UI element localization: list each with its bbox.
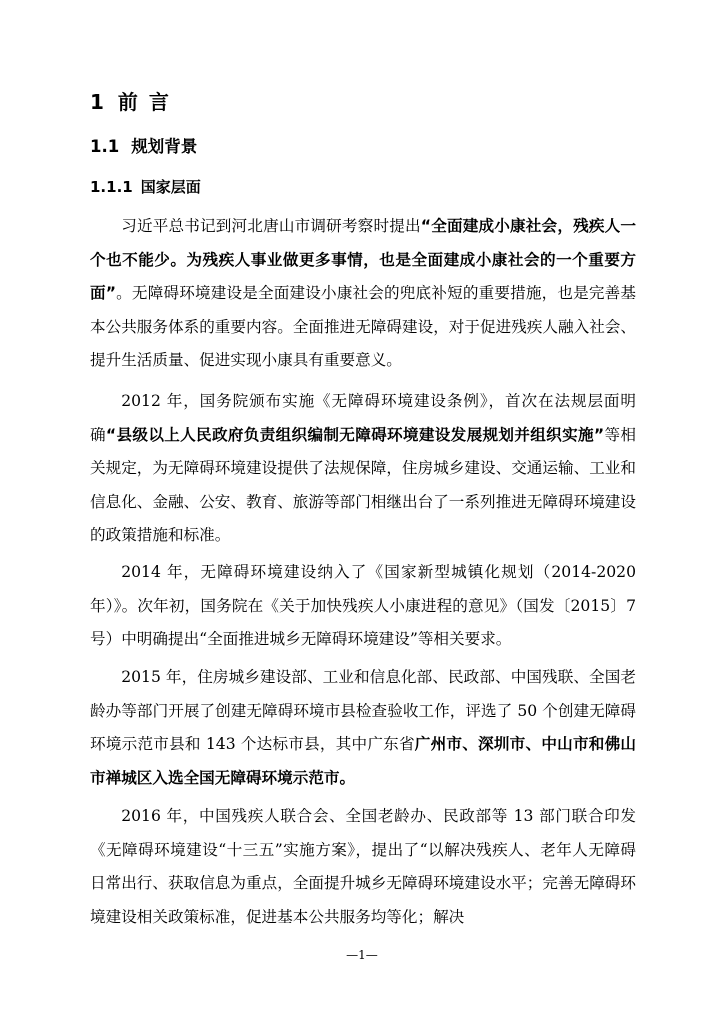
heading-number: 1.1.1 xyxy=(90,178,133,196)
paragraph-xi-remarks xyxy=(90,210,636,378)
heading-number: 1 xyxy=(90,90,106,114)
paragraph-text: 。无障碍环境建设是全面建设小康社会的兜底补短的重要措施，也是完善基本公共服务体系的重要内容。全面推进无障碍建设，对于促进残疾人融入社会、提升生活质量、促进实现小康具有重要意义。 xyxy=(90,284,636,370)
paragraph-text: 等相关规定，为无障碍环境建设提供了法规保障，住房城乡建设、交通运输、工业和信息化、金融、公安、教育、旅游等部门相继出台了一系列推进无障碍环境建设的政策措施和标准。 xyxy=(90,425,636,545)
page-number: —1— xyxy=(346,948,378,962)
paragraph-bold-quote: “县级以上人民政府负责组织编制无障碍环境建设发展规划并组织实施” xyxy=(105,425,605,444)
paragraph-bold-cities: 广州市、深圳市、中山市和佛山市禅城区入选全国无障碍环境示范市。 xyxy=(90,735,636,787)
paragraph-text: 习近平总书记到河北唐山市调研考察时提出 xyxy=(121,217,421,235)
paragraph-2015 xyxy=(90,661,636,795)
paragraph-2014 xyxy=(90,556,636,657)
paragraph-bold-quote: “全面建成小康社会，残疾人一个也不能少。为残疾人事业做更多事情，也是全面建成小康社会的一个重要方面” xyxy=(90,217,636,303)
heading-level3 xyxy=(90,176,201,197)
paragraph-text: 2015 年，住房城乡建设部、工业和信息化部、民政部、中国残联、全国老龄办等部门开展了创建无障碍环境市县检查验收工作，评选了 50 个创建无障碍环境示范市县和 143 个达标市县，其中广东省 xyxy=(90,668,636,754)
paragraph-text: 2012 年，国务院颁布实施《无障碍环境建设条例》，首次在法规层面明确 xyxy=(90,392,636,444)
heading-number: 1.1 xyxy=(90,137,120,156)
heading-title: 国家层面 xyxy=(140,178,201,196)
heading-level2 xyxy=(90,133,197,157)
paragraph-2012 xyxy=(90,385,636,553)
paragraph-text: 2014 年，无障碍环境建设纳入了《国家新型城镇化规划（2014-2020 年）》。次年初，国务院在《关于加快残疾人小康进程的意见》（国发〔2015〕7 号）中明确提出“全面推进城乡无障碍环境建设”等相关要求。 xyxy=(90,563,636,649)
paragraph-2016 xyxy=(90,800,636,934)
heading-level1 xyxy=(90,86,171,115)
paragraph-text: 2016 年，中国残疾人联合会、全国老龄办、民政部等 13 部门联合印发《无障碍环境建设“十三五”实施方案》，提出了“以解决残疾人、老年人无障碍日常出行、获取信息为重点，全面提升城乡无障碍环境建设水平；完善无障碍环境建设相关政策标准，促进基本公共服务均等化；解决 xyxy=(90,807,636,926)
heading-title: 前 言 xyxy=(117,90,171,114)
heading-title: 规划背景 xyxy=(131,137,198,156)
